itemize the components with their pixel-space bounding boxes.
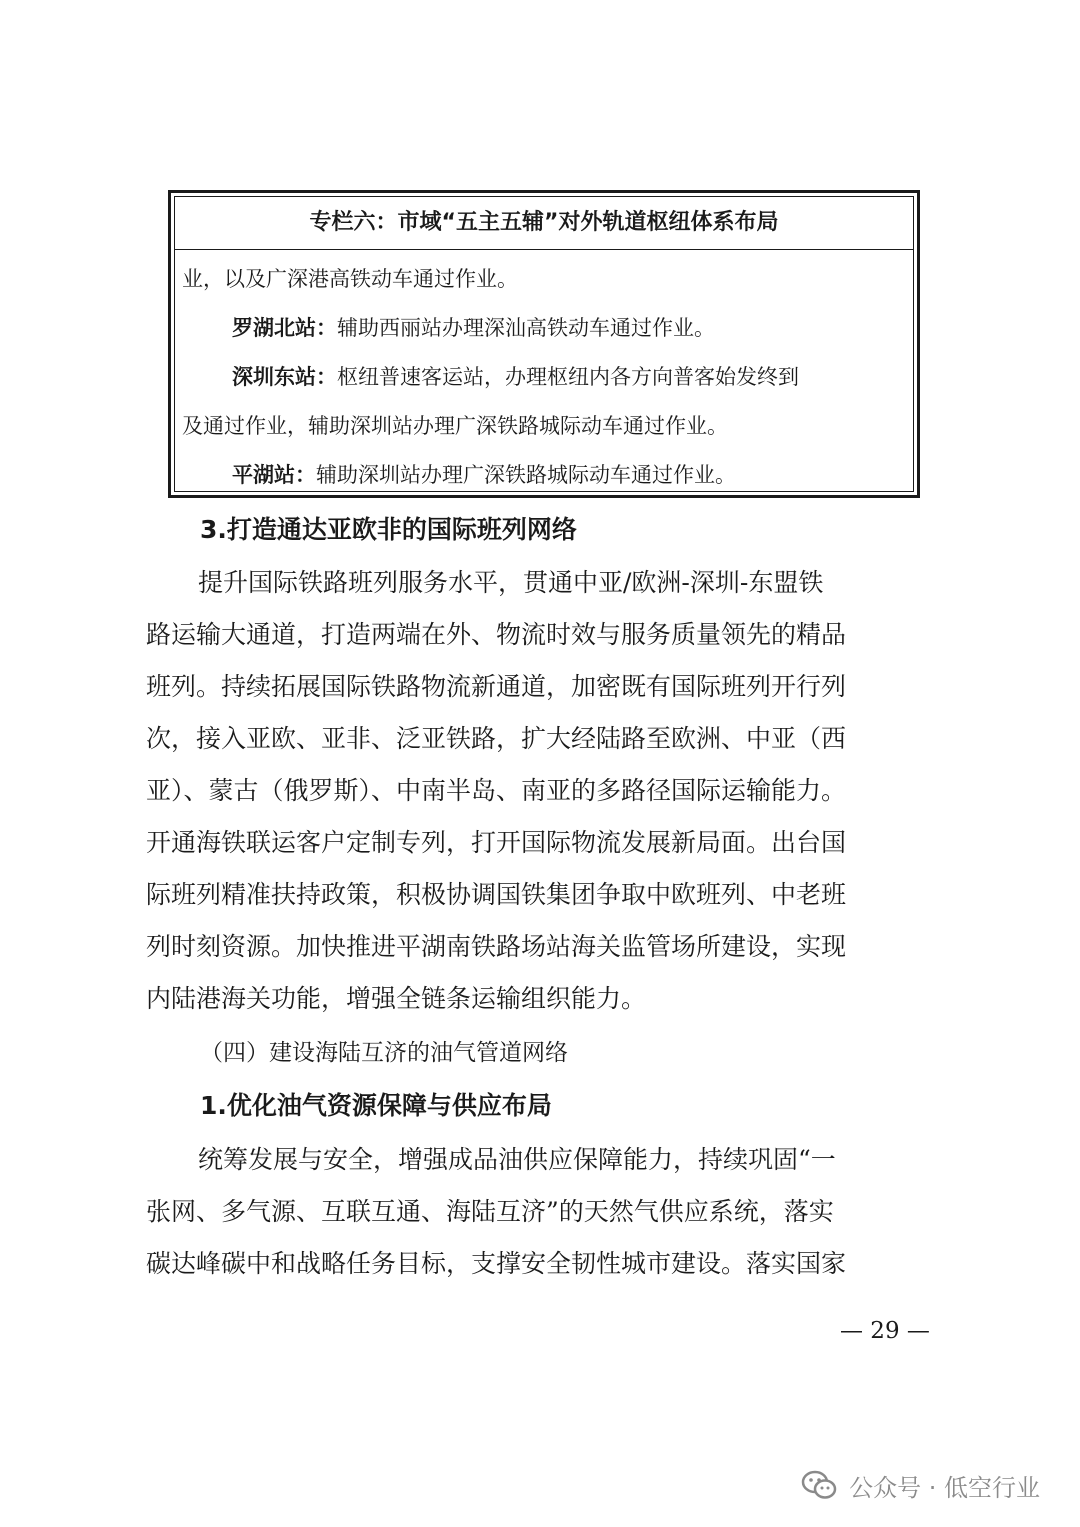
column-line [182, 264, 518, 294]
paragraph-line: 际班列精准扶持政策，积极协调国铁集团争取中欧班列、中老班 [146, 880, 847, 909]
column-line [232, 460, 736, 490]
column-line [232, 313, 715, 343]
paragraph-line: 列时刻资源。加快推进平湖南铁路场站海关监管场所建设，实现 [146, 932, 847, 961]
watermark-text: 公众号 · 低空行业 [849, 1473, 1040, 1502]
part-heading: （四）建设海陆互济的油气管道网络 [200, 1040, 568, 1066]
column-line-bold: 罗湖北站： [232, 316, 337, 340]
wechat-icon [799, 1465, 839, 1505]
column-line [182, 411, 728, 441]
paragraph-line: 路运输大通道，打造两端在外、物流时效与服务质量领先的精品 [146, 620, 847, 649]
paragraph-line: 开通海铁联运客户定制专列，打开国际物流发展新局面。出台国 [146, 828, 847, 857]
page-number: — 29 — [840, 1318, 930, 1344]
subsection-heading: 1.优化油气资源保障与供应布局 [200, 1091, 552, 1120]
section-heading: 3.打造通达亚欧非的国际班列网络 [200, 515, 577, 544]
watermark [799, 1465, 1040, 1505]
column-line-text: 及通过作业，辅助深圳站办理广深铁路城际动车通过作业。 [182, 414, 728, 438]
column-line-text: 业，以及广深港高铁动车通过作业。 [182, 267, 518, 291]
paragraph-line: 亚）、蒙古（俄罗斯）、中南半岛、南亚的多路径国际运输能力。 [146, 776, 847, 805]
column-line-bold: 平湖站： [232, 463, 316, 487]
column-line-text: 辅助西丽站办理深汕高铁动车通过作业。 [337, 316, 715, 340]
paragraph-line: 提升国际铁路班列服务水平，贯通中亚/欧洲-深圳-东盟铁 [198, 568, 824, 597]
column-line [232, 362, 799, 392]
paragraph-line: 张网、多气源、互联互通、海陆互济”的天然气供应系统，落实 [146, 1197, 834, 1226]
column-line-text: 辅助深圳站办理广深铁路城际动车通过作业。 [316, 463, 736, 487]
column-title: 专栏六：市域“五主五辅”对外轨道枢纽体系布局 [175, 197, 913, 250]
paragraph-line: 内陆港海关功能，增强全链条运输组织能力。 [146, 984, 647, 1013]
paragraph-line: 碳达峰碳中和战略任务目标，支撑安全韧性城市建设。落实国家 [146, 1249, 847, 1278]
column-box-inner [174, 196, 914, 492]
column-line-bold: 深圳东站： [232, 365, 337, 389]
column-line-text: 枢纽普速客运站，办理枢纽内各方向普客始发终到 [337, 365, 799, 389]
paragraph-line: 班列。持续拓展国际铁路物流新通道，加密既有国际班列开行列 [146, 672, 847, 701]
column-box [168, 190, 920, 498]
paragraph-line: 次，接入亚欧、亚非、泛亚铁路，扩大经陆路至欧洲、中亚（西 [146, 724, 847, 753]
paragraph-line: 统筹发展与安全，增强成品油供应保障能力，持续巩固“一 [198, 1145, 836, 1174]
